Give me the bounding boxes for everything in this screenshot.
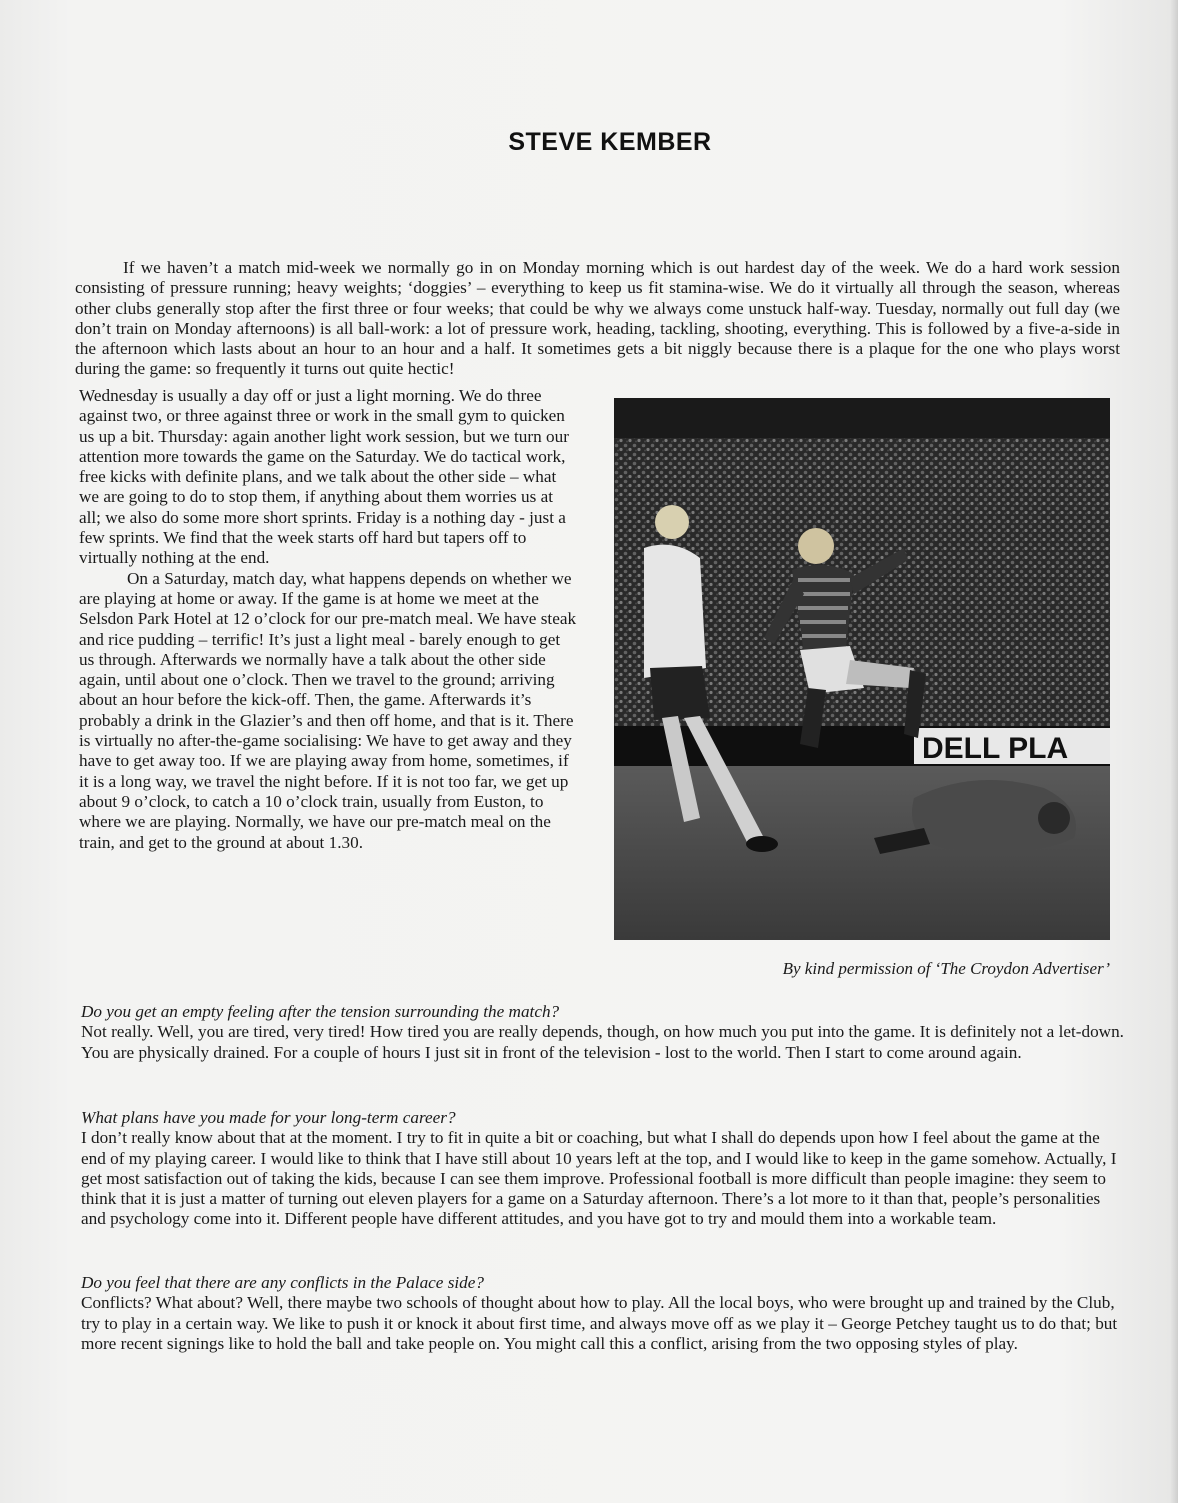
left-column [79, 386, 579, 853]
column-paragraph-weekday: Wednesday is usually a day off or just a light morning. We do three against two, or three against three or work in the small gym to quicken us up a bit. Thursday: again another light work session, but we turn our attention more towards the game on the Saturday. We do tactical work, free kicks with definite plans, and we talk about the other side – what we are going to do to stop them, if anything about them worries us at all; we also do some more short sprints. Friday is a nothing day - just a few sprints. We find that the week starts off hard but tapers off to virtually nothing at the end. [79, 386, 569, 568]
photo-caption: By kind permission of ‘The Croydon Advertiser’ [782, 959, 1110, 978]
qa-block-3 [81, 1273, 1126, 1354]
match-photo [614, 398, 1110, 940]
hoarding-text: DELL PLA [922, 732, 1069, 765]
question-1: Do you get an empty feeling after the tension surrounding the match? [81, 1002, 560, 1021]
column-paragraph-matchday: On a Saturday, match day, what happens depends on whether we are playing at home or away. If the game is at home we meet at the Selsdon Park Hotel at 12 o’clock for our pre-match meal. We have steak and rice pudding – terrific! It’s just a light meal - barely enough to get us through. Afterwards we normally have a talk about the other side again, until about one o’clock. Then we travel to the ground; arriving about an hour before the kick-off. Then, the game. Afterwards it’s probably a drink in the Glazier’s and then off home, and that is it. There is virtually no after-the-game socialising: We have to get away and they have to get away too. If we are playing away from home, sometimes, if it is a long way, we travel the night before. If it is not too far, we get up about 9 o’clock, to catch a 10 o’clock train, usually from Euston, to where we are playing. Normally, we have our pre-match meal on the train, and get to the ground at about 1.30. [79, 568, 577, 852]
qa-block-1 [81, 1002, 1126, 1063]
answer-2: I don’t really know about that at the moment. I try to fit in quite a bit or coaching, but what I shall do depends upon how I feel about the game at the end of my playing career. I would like to think that I have still about 10 years left at the top, and I would like to keep in the game somehow. Actually, I get most satisfaction out of taking the kids, because I can see them improve. Professional football is more difficult than people imagine: they seem to think that it is just a matter of turning out eleven players for a game on a Saturday afternoon. There’s a lot more to it than that, people’s personalities and psychology come into it. Different people have different attitudes, and you have got to try and mould them into a workable team. [81, 1128, 1117, 1229]
question-2: What plans have you made for your long-term career? [81, 1108, 456, 1127]
article-title: STEVE KEMBER [508, 128, 712, 156]
intro-paragraph: If we haven’t a match mid-week we normally go in on Monday morning which is out hardest day of the week. We do a hard work session consisting of pressure running; heavy weights; ‘doggies’ – everything to keep us fit stamina-wise. We do it virtually all through the season, whereas other clubs generally stop after the first three or four weeks; that could be why we always come unstuck half-way. Tuesday, normally out full day (we don’t train on Monday afternoons) is all ball-work: a lot of pressure work, heading, tackling, shooting, everything. This is followed by a five-a-side in the afternoon which lasts about an hour to an hour and a half. It sometimes gets a bit niggly because there is a plaque for the one who plays worst during the game: so frequently it turns out quite hectic! [75, 258, 1120, 379]
question-3: Do you feel that there are any conflicts in the Palace side? [81, 1273, 484, 1292]
answer-3: Conflicts? What about? Well, there maybe two schools of thought about how to play. All the local boys, who were brought up and trained by the Club, try to play in a certain way. We like to push it or knock it about first time, and always move off as we play it – George Petchey taught us to do that; but more recent signings like to hold the ball and take people on. You might call this a conflict, arising from the two opposing styles of play. [81, 1293, 1118, 1353]
qa-block-2 [81, 1108, 1126, 1230]
answer-1: Not really. Well, you are tired, very tired! How tired you are really depends, though, on how much you put into the game. It is definitely not a let-down. You are physically drained. For a couple of hours I just sit in front of the television - lost to the world. Then I start to come around again. [81, 1022, 1124, 1062]
